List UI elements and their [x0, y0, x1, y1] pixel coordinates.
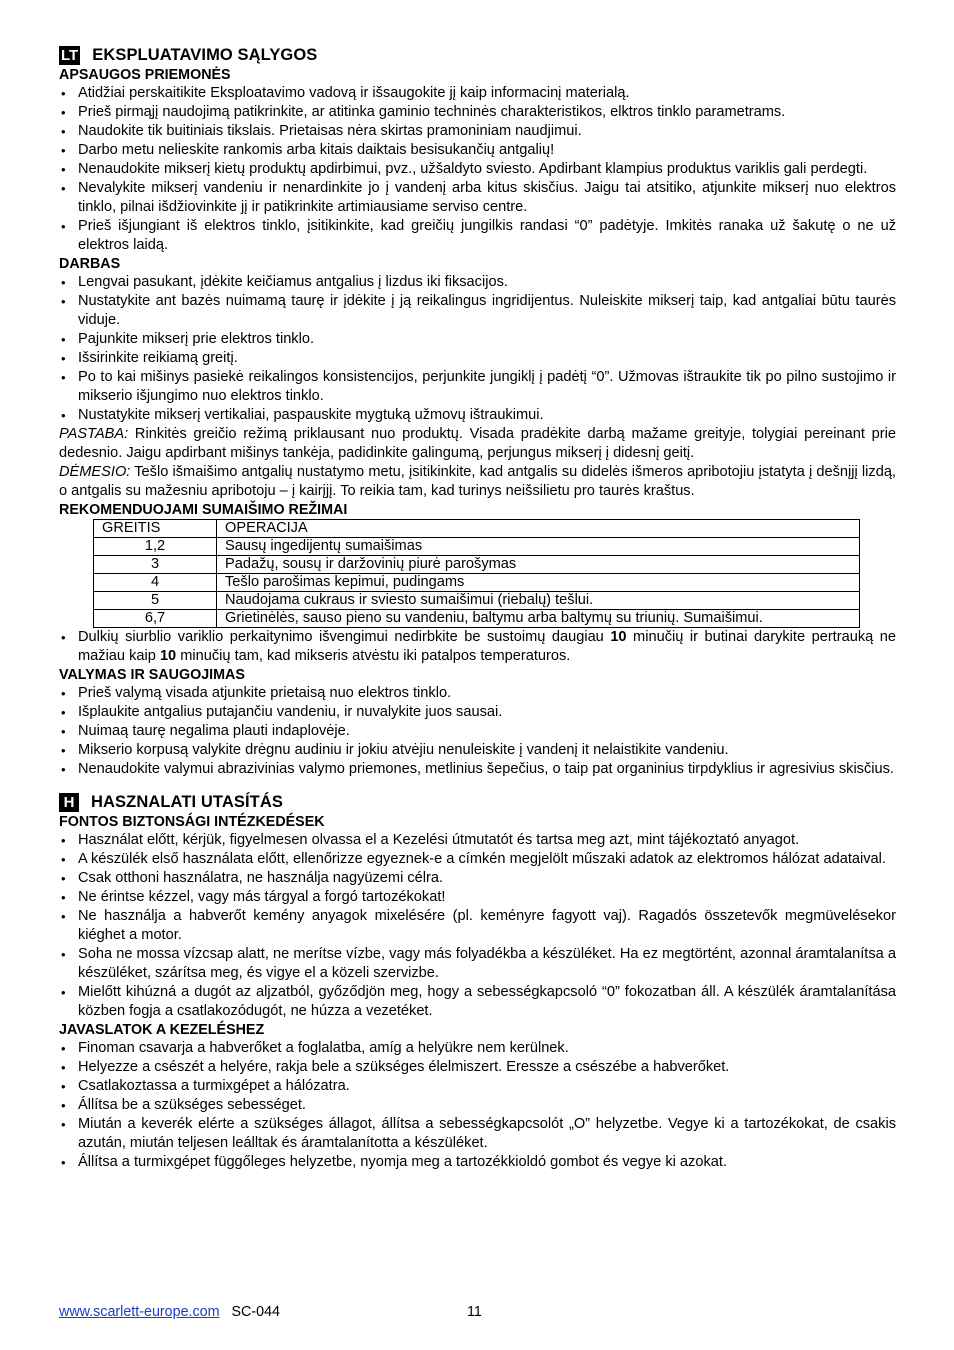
table-cell: 6,7 [94, 610, 217, 628]
lt-attention-text: Tešlo išmaišimo antgalių nustatymo metu, įsitikinkite, kad antgalis su didelės išmeros apribotojiu įstatyta į dešnįjį lizdą, o antgalis su mažesniu apribotoju – į kairįjį. To reikia tam, kad turinys neišsilietu pro taurės kraštus. [59, 464, 896, 499]
list-item: • Nustatykite ant bazės nuimamą taurę ir įdėkite į ją reikalingus ingridijentus. Nuleiskite mikserį taip, kad antgaliai būtu taurės viduje. [59, 292, 896, 330]
lt-safety-heading: APSAUGOS PRIEMONĖS [59, 67, 231, 83]
list-item: • Miután a keverék elérte a szükséges állagot, állítsa a sebességkapcsolót „O” helyzetbe. Vegye ki a tartozékokat, de csakis azután, miután teljesen leálltak és áramtalanította a készüléket. [59, 1115, 896, 1153]
hu-language-badge: H [59, 793, 79, 812]
table-header-row [94, 520, 860, 538]
overheat-text: minučių tam, kad mikseris atvėstu iki patalpos temperaturos. [176, 648, 571, 664]
lt-clean-list [59, 684, 896, 779]
list-item: • Állítsa be a szükséges sebességet. [59, 1096, 896, 1115]
table-cell: Tešlo parošimas kepimui, pudingams [217, 574, 860, 592]
list-item [59, 628, 896, 666]
list-item: • Prieš išjungiant iš elektros tinklo, įsitikinkite, kad greičių jungilkis randasi “0” padėtyje. Imkitės ranaka už šakutę o ne už elektros laidą. [59, 217, 896, 255]
list-item: • Prieš pirmąjį naudojimą patikrinkite, ar atitinka gaminio techninės charakteristikos, elktros tinklo parametrams. [59, 103, 896, 122]
speed-table [93, 519, 860, 628]
lt-work-list [59, 273, 896, 425]
list-item: • Helyezze a csészét a helyére, rakja bele a szükséges élelmiszert. Eressze a csészébe a habverőket. [59, 1058, 896, 1077]
list-item: • Po to kai mišinys pasiekė reikalingos konsistencijos, perjunkite jungiklį į padėtį “0”. Užmovas ištraukite tik po pilno sustojimo ir mikserio išjungimo nuo elektros tinklo. [59, 368, 896, 406]
list-item: • Soha ne mossa vízcsap alatt, ne merítse vízbe, vagy más folyadékba a készüléket. Ha ez megtörtént, azonnal áramtalanítsa a készüléket, szárítsa meg, és vigye el a közeli szervizbe. [59, 945, 896, 983]
page-number: 11 [467, 1304, 482, 1320]
lt-attention-label: DĖMESIO: [59, 464, 131, 480]
lt-clean-heading: VALYMAS IR SAUGOJIMAS [59, 667, 245, 683]
list-item: • Ne érintse kézzel, vagy más tárgyal a forgó tartozékokat! [59, 888, 896, 907]
list-item: • Nevalykite mikserį vandeniu ir nenardinkite jo į vandenį arba kitus skisčius. Jaigu tai atsitiko, atjunkite mikserį nuo elektros tinklo, pilnai išdžiovinkite jį ir patikrinkite artimiausiame serviso centre. [59, 179, 896, 217]
table-cell: Grietinėlės, sauso pieno su vandeniu, baltymu arba baltymų su triunių. Sumaišimui. [217, 610, 860, 628]
table-cell: Padažų, sousų ir daržovinių piurė parošymas [217, 556, 860, 574]
list-item: • Használat előtt, kérjük, figyelmesen olvassa el a Kezelési útmutatót és tartsa meg azt, mint tájékoztató anyagot. [59, 831, 896, 850]
table-cell: 4 [94, 574, 217, 592]
lt-section-header [59, 44, 896, 66]
list-item: • Finoman csavarja a habverőket a foglalatba, amíg a helyükre nem kerülnek. [59, 1039, 896, 1058]
list-item: • Atidžiai perskaitikite Eksploatavimo vadovą ir išsaugokite jį kaip informacinį materialą. [59, 84, 896, 103]
hu-section-title: HASZNALATI UTASÍTÁS [91, 792, 283, 811]
hu-usage-heading: JAVASLATOK A KEZELÉSHEZ [59, 1022, 265, 1038]
list-item: • Ne használja a habverőt kemény anyagok mixelésére (pl. keményre fagyott vaj). Ragadós összetevők megmüvelésekor kiéghet a motor. [59, 907, 896, 945]
table-cell: 1,2 [94, 538, 217, 556]
list-item: • Darbo metu nelieskite rankomis arba kitais daiktais besisukančių antgalių! [59, 141, 896, 160]
lt-note-label: PASTABA: [59, 426, 129, 442]
lt-note-text: Rinkitės greičio režimą priklausant nuo produktų. Visada pradėkite darbą mažame greityje, tolygiai pereinant prie dedesnio. Jaigu apdirbant mišinys tankėja, padidinkite galingumą, perjungus mikserį į didesnį geitį. [59, 426, 896, 461]
overheat-text: Dulkių siurblio variklio perkaitynimo išvengimui nedirbkite be sustoimų daugiau [78, 629, 611, 645]
table-row [94, 538, 860, 556]
lt-safety-list [59, 84, 896, 255]
list-item: • Nenaudokite valymui abrazivinias valymo priemones, metlinius šepečius, o taip pat organinius tirpdyklius ir agresivius skisčius. [59, 760, 896, 779]
list-item: • Nustatykite mikserį vertikaliai, paspauskite mygtuką užmovų ištraukimui. [59, 406, 896, 425]
overheat-minutes: 10 [159, 648, 177, 664]
section-gap [59, 779, 896, 791]
table-row [94, 610, 860, 628]
overheat-text: minučių ir butinai darykite pertrauką ne mažiau kaip [78, 629, 896, 664]
hu-usage-list [59, 1039, 896, 1172]
overheat-minutes: 10 [610, 629, 627, 645]
table-header-operation: OPERACIJA [217, 520, 860, 538]
table-cell: 3 [94, 556, 217, 574]
table-row [94, 556, 860, 574]
table-header-speed: GREITIS [94, 520, 217, 538]
list-item: • Prieš valymą visada atjunkite prietaisą nuo elektros tinklo. [59, 684, 896, 703]
lt-modes-heading: REKOMENDUOJAMI SUMAIŠIMO REŽIMAI [59, 502, 348, 518]
lt-attention [59, 463, 896, 501]
lt-note [59, 425, 896, 463]
model-number: SC-044 [231, 1304, 280, 1320]
table-cell: Naudojama cukraus ir sviesto sumaišimui (riebalų) tešlui. [217, 592, 860, 610]
list-item: • Csak otthoni használatra, ne használja nagyüzemi célra. [59, 869, 896, 888]
list-item: • Naudokite tik buitiniais tikslais. Prietaisas nėra skirtas pramoniniam naudjimui. [59, 122, 896, 141]
table-row [94, 574, 860, 592]
lt-language-badge: LT [61, 46, 79, 64]
list-item: • Nuimaą taurę negalima plauti indaplovėje. [59, 722, 896, 741]
table-cell: Sausų ingedijentų sumaišimas [217, 538, 860, 556]
list-item: • Išplaukite antgalius putajančiu vandeniu, ir nuvalykite juos sausai. [59, 703, 896, 722]
list-item: • Pajunkite mikserį prie elektros tinklo. [59, 330, 896, 349]
list-item: • Lengvai pasukant, įdėkite keičiamus antgalius į lizdus iki fiksacijos. [59, 273, 896, 292]
list-item: • Állítsa a turmixgépet függőleges helyzetbe, nyomja meg a tartozékkioldó gombot és vegye ki azokat. [59, 1153, 896, 1172]
list-item: • Csatlakoztassa a turmixgépet a hálózatra. [59, 1077, 896, 1096]
table-row [94, 592, 860, 610]
lt-section-title: EKSPLUATAVIMO SĄLYGOS [92, 45, 318, 64]
list-item: • Nenaudokite mikserį kietų produktų apdirbimui, pvz., užšaldyto sviesto. Apdirbant klampius produktus variklis gali perdegti. [59, 160, 896, 179]
page-content [59, 44, 896, 1172]
hu-section-header [59, 791, 896, 813]
lt-work-heading: DARBAS [59, 256, 121, 272]
hu-safety-heading: FONTOS BIZTONSÁGI INTÉZKEDÉSEK [59, 814, 325, 830]
hu-safety-list [59, 831, 896, 1021]
table-cell: 5 [94, 592, 217, 610]
list-item: • Mielőtt kihúzná a dugót az aljzatból, győződjön meg, hogy a sebességkapcsoló “0” fokozatban áll. A készülék áramtalanítása közben fogja a csatlakozódugót, ne húzza a vezetéket. [59, 983, 896, 1021]
list-item: • Mikserio korpusą valykite drėgnu audiniu ir jokiu atvėjiu nenuleiskite į vandenį it nelaistikite vandeniu. [59, 741, 896, 760]
list-item: • A készülék első használata előtt, ellenőrizze egyeznek-e a címkén megjelölt műszaki adatok az elektromos hálózat adataival. [59, 850, 896, 869]
lt-overheat-list [59, 628, 896, 666]
website-link[interactable]: www.scarlett-europe.com [59, 1304, 220, 1320]
list-item: • Išsirinkite reikiamą greitį. [59, 349, 896, 368]
page-footer [59, 1303, 896, 1322]
